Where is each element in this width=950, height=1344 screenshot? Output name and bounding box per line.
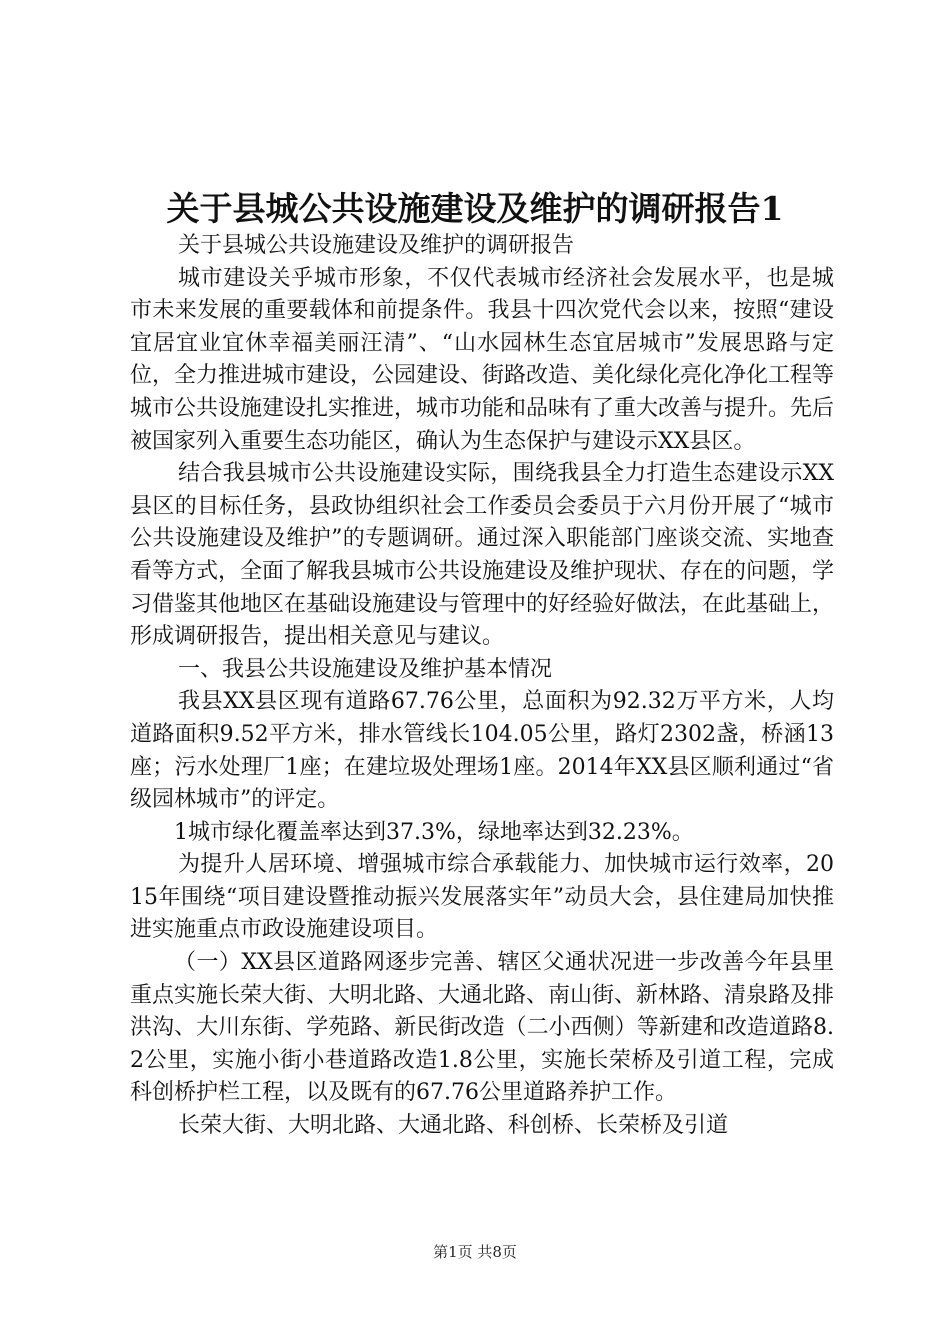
paragraph-intro: 城市建设关乎城市形象，不仅代表城市经济社会发展水平，也是城市未来发展的重要载体和前提条件。我县十四次党代会以来，按照“建设宜居宜业宜休幸福美丽汪清”、“山水园林生态宜居城市”发展思路与定位，全力推进城市建设，公园建设、街路改造、美化绿化亮化净化工程等城市公共设施建设扎实推进，城市功能和品味有了重大改善与提升。先后被国家列入重要生态功能区，确认为生态保护与建设示XX县区。 [130,265,835,454]
paragraph-statistics: 我县XX县区现有道路67.76公里，总面积为92.32万平方米，人均道路面积9.52平方米，排水管线长104.05公里，路灯2302盏，桥涵13座；污水处理厂1座；在建垃圾处理场1座。2014年XX县区顺利通过“省级园林城市”的评定。 [130,689,834,813]
document-title: 关于县城公共设施建设及维护的调研报告1 [166,189,784,228]
paragraph-research: 结合我县城市公共设施建设实际，围绕我县全力打造生态建设示XX县区的目标任务，县政协组织社会工作委员会委员于六月份开展了“城市公共设施建设及维护”的专题调研。通过深入职能部门座谈交流、实地查看等方式，全面了解我县城市公共设施建设及维护现状、存在的问题，学习借鉴其他地区在基础设施建设与管理中的好经验好做法，在此基础上，形成调研报告，提出相关意见与建议。 [130,461,835,650]
section-heading: 一、我县公共设施建设及维护基本情况 [178,656,553,682]
paragraph-subtitle: 关于县城公共设施建设及维护的调研报告 [178,233,575,258]
document-body [130,230,834,1143]
paragraph-green-rate: 1城市绿化覆盖率达到37.3%，绿地率达到32.23%。 [174,819,694,845]
paragraph-projects: 为提升人居环境、增强城市综合承载能力、加快城市运行效率，2015年围绕“项目建设暨推动振兴发展落实年”动员大会，县住建局加快推进实施重点市政设施建设项目。 [130,852,834,943]
paragraph-roads: （一）XX县区道路网逐步完善、辖区父通状况进一步改善今年县里重点实施长荣大街、大明北路、大通北路、南山街、新林路、清泉路及排洪沟、大川东街、学苑路、新民街改造（二小西侧）等新建和改造道路8.2公里，实施小街小巷道路改造1.8公里，实施长荣桥及引道工程，完成科创桥护栏工程，以及既有的67.76公里道路养护工作。 [130,950,835,1106]
page-footer: 第1页 共8页 [433,1243,517,1261]
paragraph-continued: 长荣大街、大明北路、大通北路、科创桥、长荣桥及引道 [178,1113,729,1139]
